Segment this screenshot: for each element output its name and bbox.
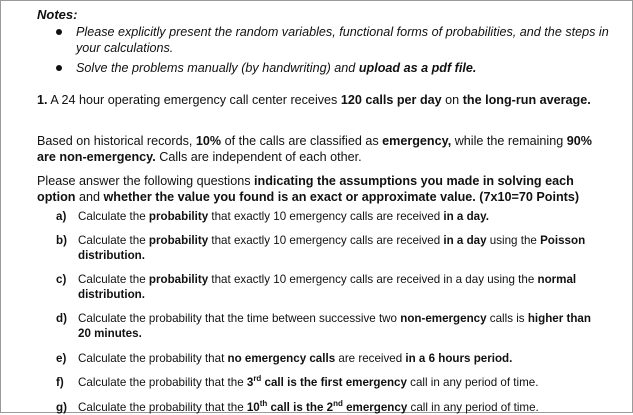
bullet-icon (56, 65, 62, 71)
subquestion-label: a) (56, 209, 66, 225)
subquestion-g: g) Calculate the probability that the 10th call is the 2nd emergency call in any period of time. (56, 400, 592, 415)
subquestion-b: b) Calculate the probability that exactly 10 emergency calls are received in a day using the Poisson distribution. (56, 233, 592, 264)
subquestion-e: e) Calculate the probability that no emergency calls are received in a 6 hours period. (56, 351, 592, 367)
subquestion-label: d) (56, 311, 67, 327)
subquestion-f: f) Calculate the probability that the 3rd call is the first emergency call in any period of time. (56, 375, 592, 391)
question-text: Based on historical records, (37, 134, 196, 148)
question-text: Please answer the following questions (37, 174, 254, 188)
question-number: 1. (37, 93, 48, 107)
subquestion-d: d) Calculate the probability that the time between successive two non-emergency calls is higher than 20 minutes. (56, 311, 592, 342)
subquestion-label: g) (56, 400, 67, 415)
question-text: on (442, 93, 463, 107)
question-emphasis: 120 calls per day (341, 93, 442, 107)
question-emphasis: emergency, (382, 134, 451, 148)
question-text: while the remaining (451, 134, 567, 148)
question-emphasis: 90% are non-emergency. (37, 134, 592, 164)
subquestion-label: e) (56, 351, 66, 367)
subquestion-a: a) Calculate the probability that exactly 10 emergency calls are received in a day. (56, 209, 592, 225)
question-emphasis: whether the value you found is an exact or approximate value. (7x10=70 Points) (103, 190, 579, 204)
subquestion-list (56, 209, 592, 415)
notes-list (56, 24, 616, 80)
question-intro (37, 92, 595, 108)
question-instructions (37, 173, 595, 205)
subquestion-label: c) (56, 272, 66, 288)
question-emphasis: 10% (196, 134, 221, 148)
question-text: and (75, 190, 103, 204)
question-text: of the calls are classified as (221, 134, 382, 148)
question-text: A 24 hour operating emergency call center receives (48, 93, 341, 107)
note-text: Please explicitly present the random variables, functional forms of probabilities, and the steps in your calculations. (76, 25, 609, 55)
bullet-icon (56, 29, 62, 35)
note-emphasis: upload as a pdf file. (359, 61, 477, 75)
question-emphasis: indicating the assumptions you made in solving each option (37, 174, 574, 204)
subquestion-c: c) Calculate the probability that exactly 10 emergency calls are received in a day using the normal distribution. (56, 272, 592, 303)
subquestion-label: f) (56, 375, 64, 391)
note-text: Solve the problems manually (by handwriting) and (76, 61, 359, 75)
question-emphasis: the long-run average. (463, 93, 591, 107)
note-item (56, 60, 616, 76)
notes-title: Notes: (37, 7, 77, 22)
subquestion-label: b) (56, 233, 67, 249)
question-context (37, 133, 595, 165)
note-item (56, 24, 616, 56)
question-text: Calls are independent of each other. (156, 150, 362, 164)
